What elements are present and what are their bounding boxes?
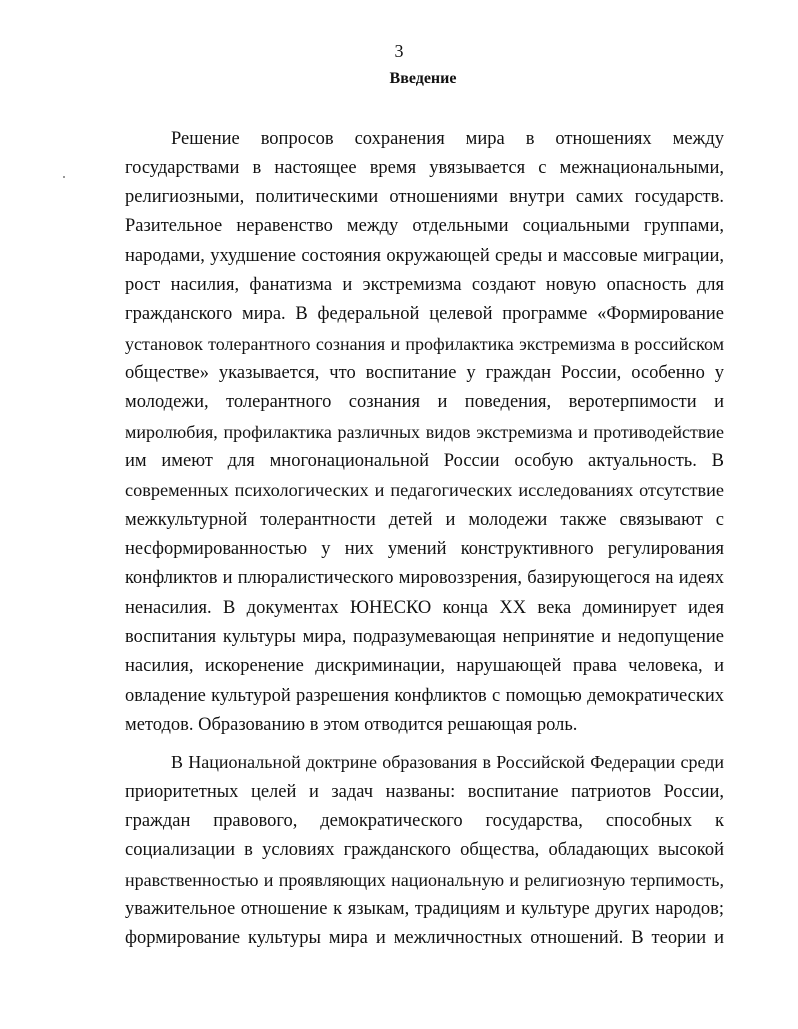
text-line: приоритетных целей и задач названы: воспитание патриотов России, (125, 782, 724, 802)
section-heading: Введение (389, 70, 457, 87)
text-line: гражданского мира. В федеральной целевой программе «Формирование (125, 304, 724, 324)
text-line: Решение вопросов сохранения мира в отношениях между (171, 129, 724, 149)
text-line: обществе» указывается, что воспитание у граждан России, особенно у (125, 363, 724, 383)
text-line: религиозными, политическими отношениями внутри самих государств. (125, 187, 724, 207)
text-line: конфликтов и плюралистического мировоззрения, базирующегося на идеях (125, 568, 724, 588)
text-line: нравственностью и проявляющих национальную и религиозную терпимость, (125, 870, 724, 890)
text-line: овладение культурой разрешения конфликтов с помощью демократических (125, 686, 724, 706)
text-line: Разительное неравенство между отдельными социальными группами, (125, 216, 724, 236)
text-line: современных психологических и педагогических исследованиях отсутствие (125, 480, 724, 500)
text-line: воспитания культуры мира, подразумевающая непринятие и недопущение (125, 627, 724, 647)
text-line: социализации в условиях гражданского общества, обладающих высокой (125, 840, 724, 860)
scan-speck (63, 176, 65, 178)
text-line: народами, ухудшение состояния окружающей среды и массовые миграции, (125, 246, 724, 266)
text-line: им имеют для многонациональной России особую актуальность. В (125, 451, 724, 471)
page-number: 3 (394, 41, 404, 61)
text-line: межкультурной толерантности детей и молодежи также связывают с (125, 510, 724, 530)
text-line: уважительное отношение к языкам, традициям и культуре других народов; (125, 899, 724, 919)
text-line: установок толерантного сознания и профилактика экстремизма в российском (125, 334, 724, 354)
text-line: молодежи, толерантного сознания и поведения, веротерпимости и (125, 392, 724, 412)
text-line: миролюбия, профилактика различных видов экстремизма и противодействие (125, 422, 724, 442)
text-line: В Национальной доктрине образования в Российской Федерации среди (171, 752, 724, 772)
text-line: насилия, искоренение дискриминации, нарушающей права человека, и (125, 656, 724, 676)
text-line: ненасилия. В документах ЮНЕСКО конца XX века доминирует идея (125, 598, 724, 618)
text-line: методов. Образованию в этом отводится решающая роль. (125, 715, 578, 735)
text-line: несформированностью у них умений конструктивного регулирования (125, 539, 724, 559)
text-line: граждан правового, демократического государства, способных к (125, 811, 724, 831)
text-line: государствами в настоящее время увязывается с межнациональными, (125, 158, 724, 178)
text-line: рост насилия, фанатизма и экстремизма создают новую опасность для (125, 275, 724, 295)
text-line: формирование культуры мира и межличностных отношений. В теории и (125, 928, 724, 948)
